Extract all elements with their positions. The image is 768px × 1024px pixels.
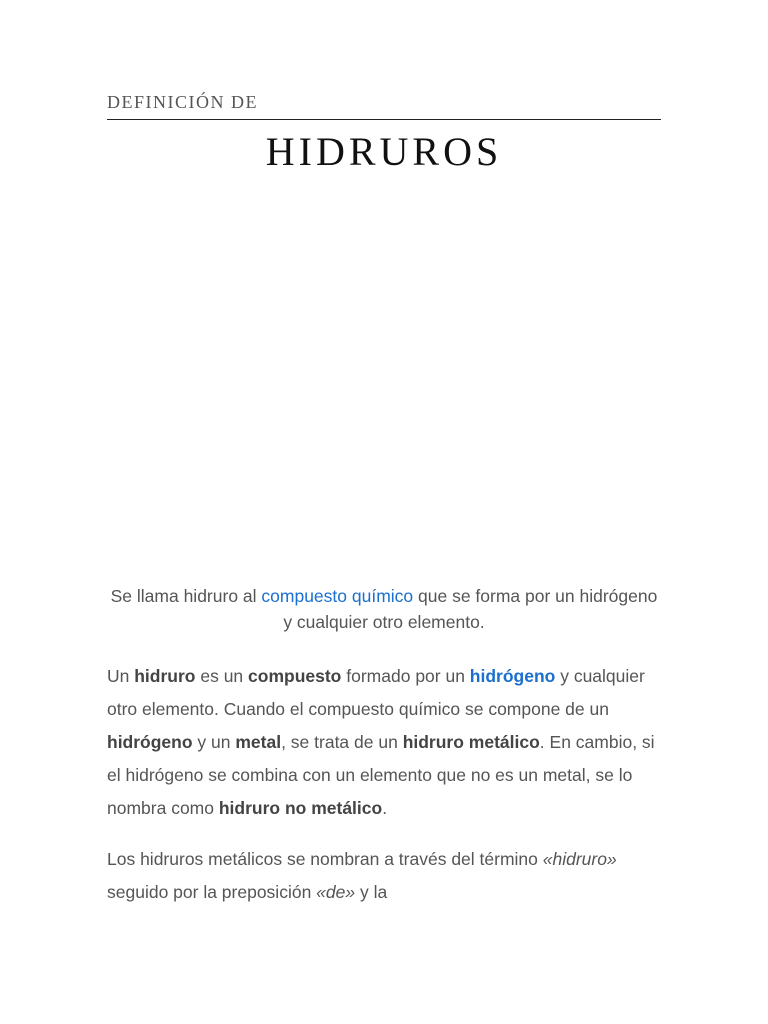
p1-bold-hidruro: hidruro bbox=[134, 666, 196, 686]
p1-text-8: . bbox=[382, 798, 388, 818]
header-divider bbox=[107, 119, 661, 120]
p1-text-7: . En cambio, si el hidrógeno se combina con un elemento que no es un metal, se lo nombra como bbox=[107, 732, 655, 818]
p2-italic-hidruro: «hidruro» bbox=[542, 849, 617, 869]
paragraph-naming bbox=[107, 843, 661, 909]
hidrogeno-link[interactable] bbox=[470, 666, 556, 686]
p2-text-3: y la bbox=[355, 882, 388, 902]
definition-kicker: DEFINICIÓN DE bbox=[107, 92, 258, 112]
p1-bold-hidruro-no-metalico: hidruro no metálico bbox=[218, 798, 383, 818]
p1-text-3: formado por un bbox=[341, 666, 470, 686]
p1-bold-metal: metal bbox=[235, 732, 282, 752]
p1-text-6: , se trata de un bbox=[281, 732, 403, 752]
p2-italic-de: «de» bbox=[316, 882, 356, 902]
p1-text-5: y un bbox=[192, 732, 236, 752]
p1-text-4: y cualquier otro elemento. Cuando el compuesto químico se compone de un bbox=[107, 666, 645, 719]
p1-text-1: Un bbox=[107, 666, 135, 686]
lead-summary bbox=[107, 583, 661, 635]
paragraph-definition bbox=[107, 660, 661, 825]
p1-text-2: es un bbox=[195, 666, 249, 686]
lead-text-after: que se forma por un hidrógeno y cualquier otro elemento. bbox=[283, 586, 658, 632]
compuesto-quimico-link[interactable]: compuesto químico bbox=[261, 586, 414, 606]
p2-text-2: seguido por la preposición bbox=[107, 882, 317, 902]
hidrogeno-link-label: hidrógeno bbox=[469, 666, 556, 686]
page-title: HIDRUROS bbox=[265, 129, 503, 174]
lead-text-before: Se llama hidruro al bbox=[110, 586, 262, 606]
p2-text-1: Los hidruros metálicos se nombran a través del término bbox=[107, 849, 543, 869]
p1-bold-hidruro-metalico: hidruro metálico bbox=[402, 732, 540, 752]
p1-bold-hidrogeno: hidrógeno bbox=[107, 732, 193, 752]
p1-bold-compuesto: compuesto bbox=[248, 666, 342, 686]
